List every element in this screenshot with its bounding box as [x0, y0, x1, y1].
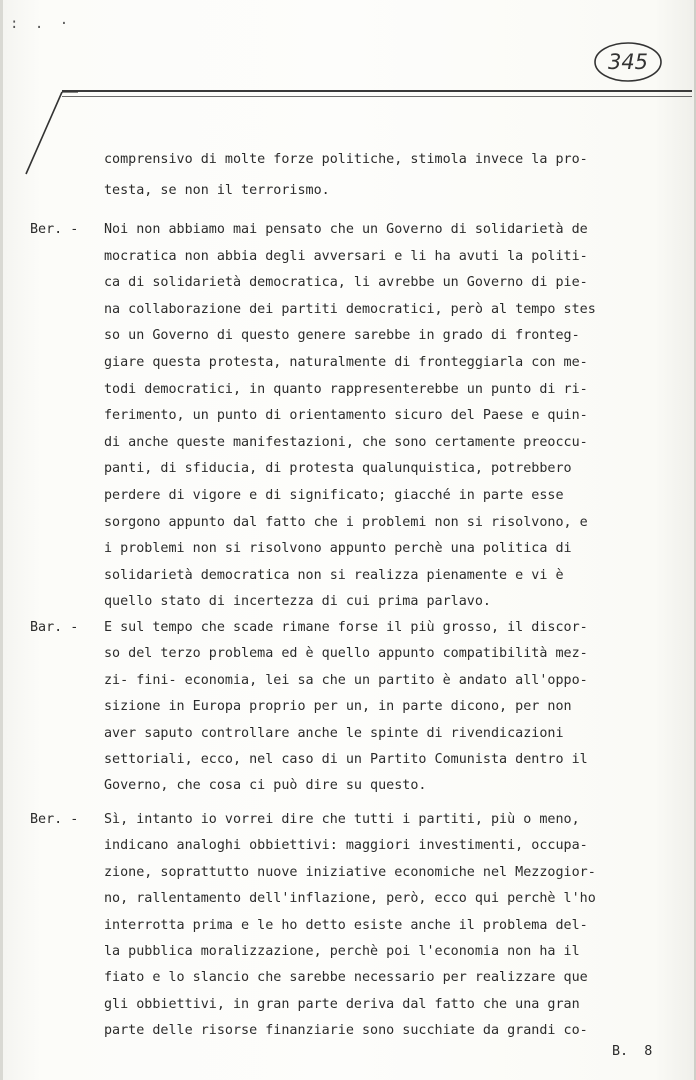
- text-line: fiato e lo slancio che sarebbe necessario per realizzare que: [104, 970, 588, 986]
- page-number: 345: [607, 50, 649, 74]
- text-line: Noi non abbiamo mai pensato che un Governo di solidarietà de: [104, 222, 588, 237]
- text-line: settoriali, ecco, nel caso di un Partito Comunista dentro il: [104, 752, 588, 767]
- text-line: sizione in Europa proprio per un, in parte dicono, per non: [104, 699, 572, 715]
- text-line: zione, soprattutto nuove iniziative economiche nel Mezzogior-: [104, 864, 596, 880]
- speaker-label: Bar. -: [30, 620, 79, 635]
- text-line: todi democratici, in quanto rappresenterebbe un punto di ri-: [104, 381, 588, 397]
- text-line: la pubblica moralizzazione, perchè poi l'economia non ha il: [104, 944, 580, 959]
- text-line: zi- fini- economia, lei sa che un partito è andato all'oppo-: [104, 672, 588, 688]
- text-line: Sì, intanto io vorrei dire che tutti i partiti, più o meno,: [104, 812, 580, 827]
- page-left-edge: [0, 0, 3, 1080]
- text-line: indicano analoghi obbiettivi: maggiori investimenti, occupa-: [104, 838, 588, 854]
- text-line: solidarietà democratica non si realizza pienamente e vi è: [104, 567, 564, 583]
- header-marks: : . ·: [10, 16, 73, 32]
- speaker-label: Ber. -: [30, 222, 79, 237]
- text-line: Governo, che cosa ci può dire su questo.: [104, 778, 427, 794]
- text-line: mocratica non abbia degli avversari e li ha avuti la politi-: [104, 248, 588, 264]
- header-rule: [62, 90, 692, 92]
- text-line: panti, di sfiducia, di protesta qualunquistica, potrebbero: [104, 461, 572, 477]
- text-line: sorgono appunto dal fatto che i problemi non si risolvono, e: [104, 514, 588, 530]
- text-line: di anche queste manifestazioni, che sono certamente preoccu-: [104, 434, 588, 450]
- page-number-stamp: [592, 40, 664, 84]
- text-line: i problemi non si risolvono appunto perchè una politica di: [104, 541, 572, 557]
- text-line: quello stato di incertezza di cui prima parlavo.: [104, 594, 491, 610]
- page-footer: B. 8: [612, 1044, 653, 1059]
- text-line: comprensivo di molte forze politiche, stimola invece la pro-: [104, 152, 588, 167]
- text-line: perdere di vigore e di significato; giacché in parte esse: [104, 488, 564, 503]
- text-line: testa, se non il terrorismo.: [104, 183, 330, 198]
- text-line: parte delle risorse finanziarie sono succhiate da grandi co-: [104, 1023, 588, 1039]
- text-line: E sul tempo che scade rimane forse il più grosso, il discor-: [104, 620, 588, 635]
- text-line: so un Governo di questo genere sarebbe in grado di fronteg-: [104, 328, 580, 344]
- text-line: interrotta prima e le ho detto esiste anche il problema del-: [104, 917, 588, 933]
- text-line: na collaborazione dei partiti democratici, però al tempo stes: [104, 301, 596, 317]
- text-line: ferimento, un punto di orientamento sicuro del Paese e quin-: [104, 408, 588, 424]
- header-rule-secondary: [62, 96, 692, 97]
- text-line: no, rallentamento dell'inflazione, però, ecco qui perchè l'ho: [104, 891, 596, 907]
- text-line: ca di solidarietà democratica, li avrebbe un Governo di pie-: [104, 275, 588, 291]
- text-line: giare questa protesta, naturalmente di fronteggiarla con me-: [104, 355, 588, 370]
- text-line: so del terzo problema ed è quello appunto compatibilità mez-: [104, 646, 588, 662]
- text-line: aver saputo controllare anche le spinte di rivendicazioni: [104, 725, 564, 741]
- text-line: gli obbiettivi, in gran parte deriva dal fatto che una gran: [104, 996, 580, 1012]
- speaker-label: Ber. -: [30, 812, 79, 827]
- corner-stroke-mark: [20, 88, 80, 178]
